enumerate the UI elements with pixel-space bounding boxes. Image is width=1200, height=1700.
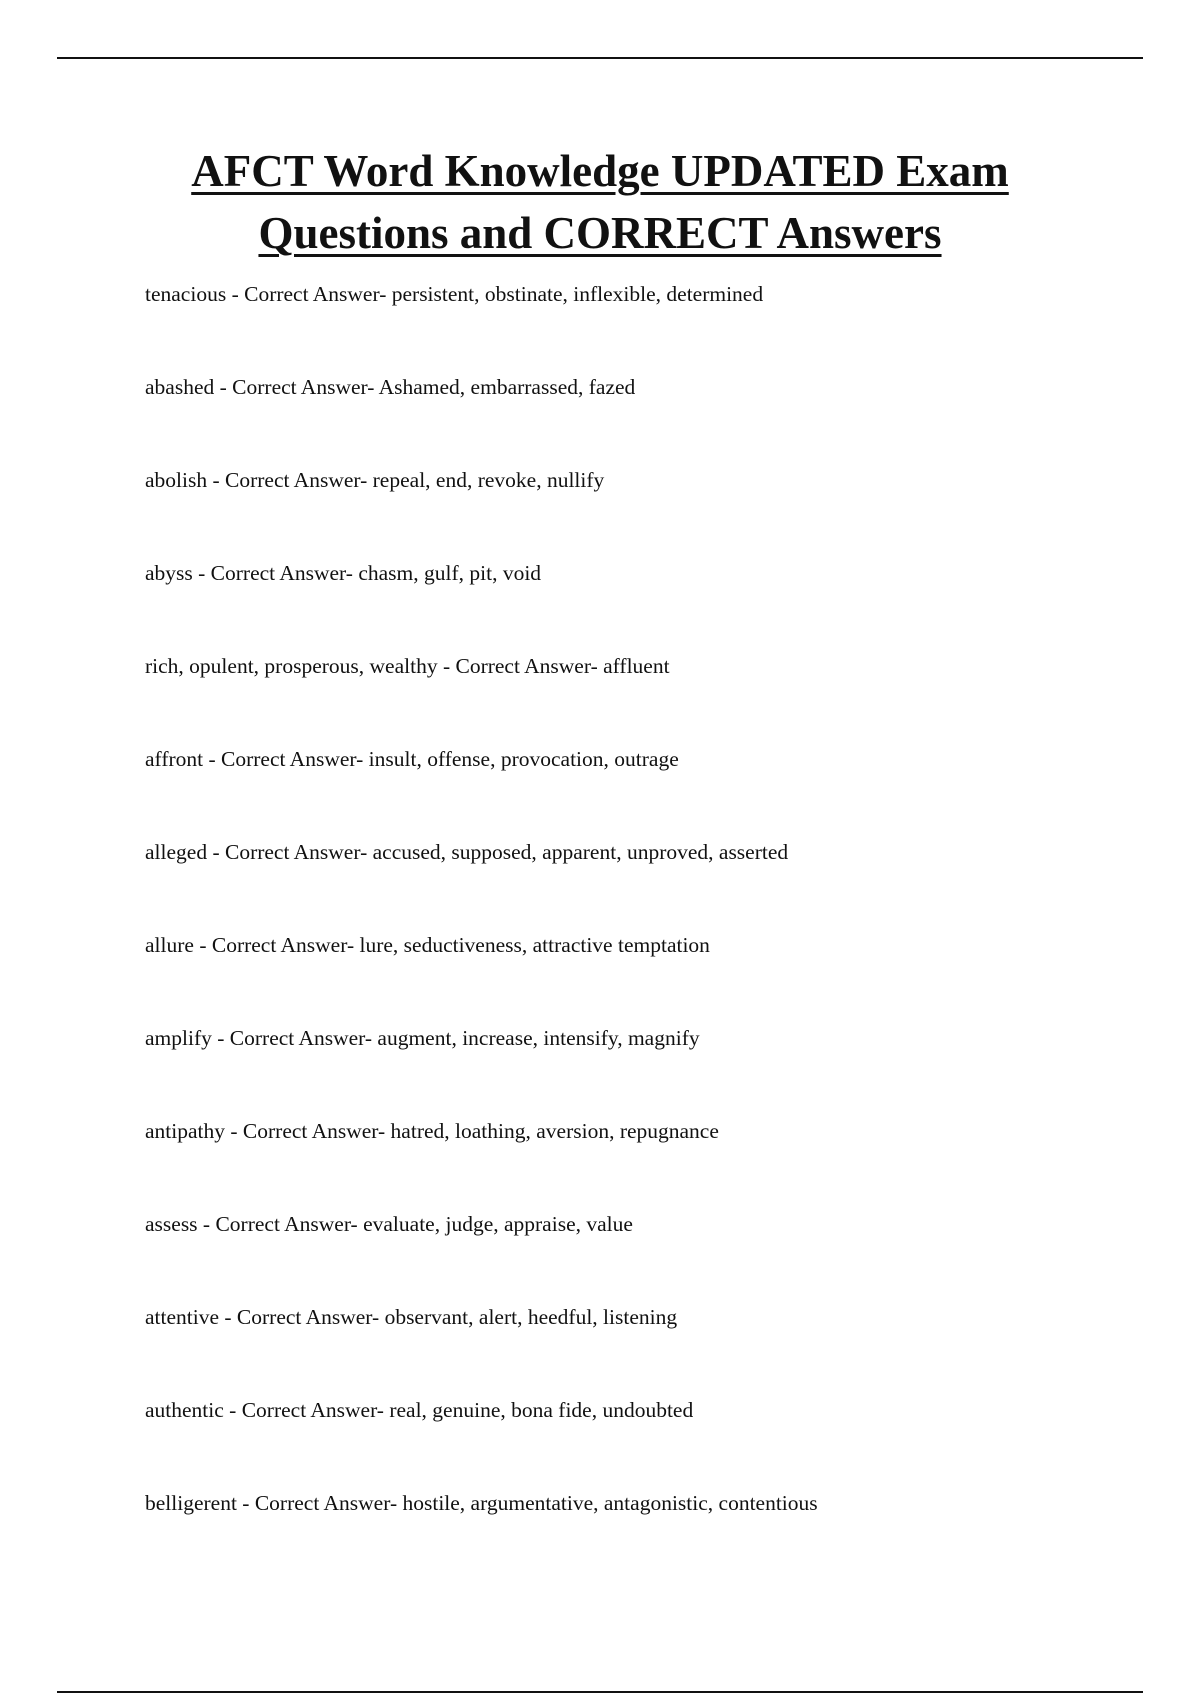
list-item: tenacious - Correct Answer- persistent, obstinate, inflexible, determined <box>145 282 764 306</box>
title-line-1: AFCT Word Knowledge UPDATED Exam <box>191 146 1009 196</box>
list-item: allure - Correct Answer- lure, seductiveness, attractive temptation <box>145 933 710 957</box>
header-rule <box>57 57 1143 59</box>
title-line-2: Questions and CORRECT Answers <box>258 208 942 258</box>
page-title <box>0 140 1200 264</box>
list-item: authentic - Correct Answer- real, genuine, bona fide, undoubted <box>145 1398 694 1422</box>
list-item: belligerent - Correct Answer- hostile, argumentative, antagonistic, contentious <box>145 1491 818 1515</box>
answer-list <box>145 280 1145 1582</box>
list-item: attentive - Correct Answer- observant, alert, heedful, listening <box>145 1305 678 1329</box>
list-item: abyss - Correct Answer- chasm, gulf, pit, void <box>145 561 542 585</box>
list-item: affront - Correct Answer- insult, offense, provocation, outrage <box>145 747 679 771</box>
list-item: assess - Correct Answer- evaluate, judge, appraise, value <box>145 1212 633 1236</box>
list-item: alleged - Correct Answer- accused, supposed, apparent, unproved, asserted <box>145 840 789 864</box>
list-item: abolish - Correct Answer- repeal, end, revoke, nullify <box>145 468 605 492</box>
list-item: antipathy - Correct Answer- hatred, loathing, aversion, repugnance <box>145 1119 719 1143</box>
list-item: rich, opulent, prosperous, wealthy - Correct Answer- affluent <box>145 654 670 678</box>
list-item: amplify - Correct Answer- augment, increase, intensify, magnify <box>145 1026 700 1050</box>
footer-rule <box>57 1691 1143 1693</box>
list-item: abashed - Correct Answer- Ashamed, embarrassed, fazed <box>145 375 636 399</box>
